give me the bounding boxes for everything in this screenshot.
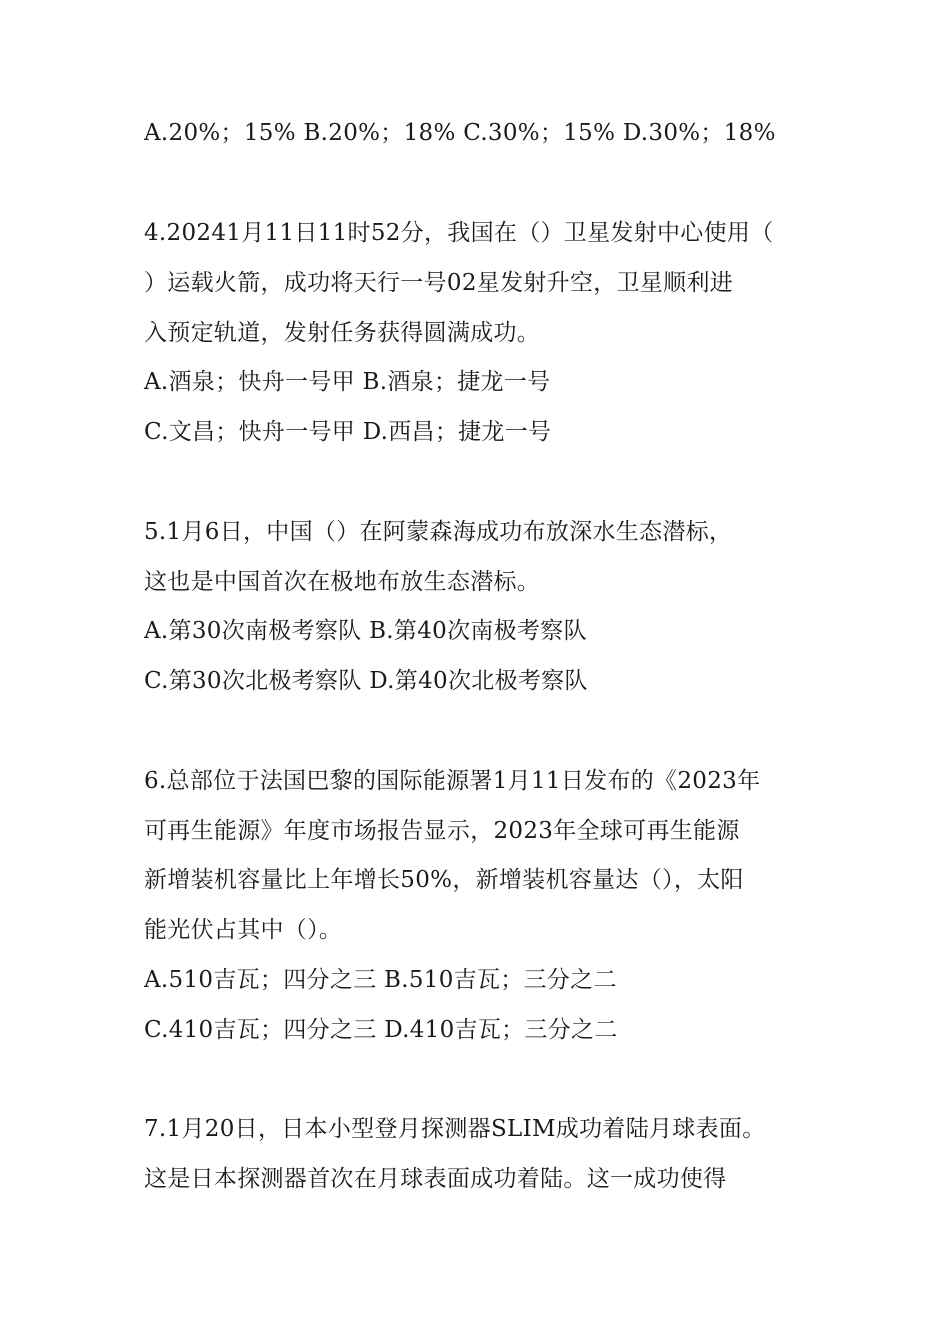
q6-stem-line-3: 新增装机容量比上年增长50%，新增装机容量达（），太阳	[144, 867, 744, 893]
q5-stem-line-1: 5.1月6日，中国（）在阿蒙森海成功布放深水生态潜标，	[144, 519, 733, 545]
q4-stem-line-3: 入预定轨道，发射任务获得圆满成功。	[144, 320, 541, 346]
q5-options-line-1: A.第30次南极考察队 B.第40次南极考察队	[144, 618, 587, 644]
q6-stem-line-4: 能光伏占其中（）。	[144, 917, 343, 943]
q6-options-line-2: C.410吉瓦；四分之三 D.410吉瓦；三分之二	[144, 1017, 618, 1043]
q4-stem-line-1: 4.20241月11日11时52分，我国在（）卫星发射中心使用（	[144, 220, 774, 246]
q3-options: A.20%；15% B.20%；18% C.30%；15% D.30%；18%	[144, 120, 776, 146]
q4-options-line-1: A.酒泉；快舟一号甲 B.酒泉；捷龙一号	[144, 369, 551, 395]
q5-stem-line-2: 这也是中国首次在极地布放生态潜标。	[144, 569, 541, 595]
q4-options-line-2: C.文昌；快舟一号甲 D.西昌；捷龙一号	[144, 419, 552, 445]
q7-stem-line-2: 这是日本探测器首次在月球表面成功着陆。这一成功使得	[144, 1166, 727, 1192]
q4-stem-line-2: ）运载火箭，成功将天行一号02星发射升空，卫星顺利进	[144, 270, 734, 296]
q6-stem-line-1: 6.总部位于法国巴黎的国际能源署1月11日发布的《2023年	[144, 768, 761, 794]
q5-options-line-2: C.第30次北极考察队 D.第40次北极考察队	[144, 668, 588, 694]
q7-stem-line-1: 7.1月20日，日本小型登月探测器SLIM成功着陆月球表面。	[144, 1116, 766, 1142]
q6-options-line-1: A.510吉瓦；四分之三 B.510吉瓦；三分之二	[144, 967, 617, 993]
q6-stem-line-2: 可再生能源》年度市场报告显示，2023年全球可再生能源	[144, 818, 740, 844]
